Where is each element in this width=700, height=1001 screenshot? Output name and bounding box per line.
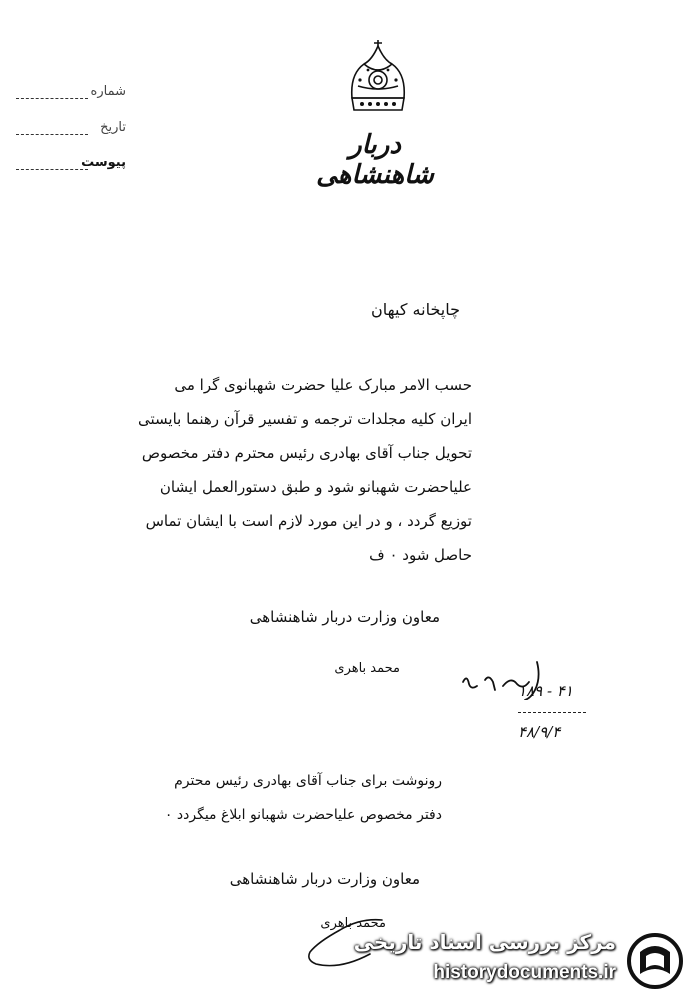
- attachment-line: [16, 169, 88, 170]
- date-label: تاریخ: [100, 120, 126, 135]
- number-line: [16, 98, 88, 99]
- archive-logo-icon: [626, 932, 684, 990]
- copy-line: رونوشت برای جناب آقای بهادری رئیس محترم: [174, 773, 442, 789]
- court-title: دربار شاهنشاهی: [316, 130, 434, 190]
- number-field: [16, 84, 126, 102]
- archive-watermark: [353, 928, 690, 994]
- signatory-title-2: معاون وزارت دربار شاهنشاهی: [229, 870, 420, 888]
- body-line: تحویل جناب آقای بهادری رئیس محترم دفتر مخصوص: [141, 444, 472, 462]
- copy-line: دفتر مخصوص علیاحضرت شهبانو ابلاغ میگردد ۰: [164, 807, 442, 823]
- body-line: حسب الامر مبارک علیا حضرت شهبانوی گرا می: [174, 376, 472, 394]
- signatory-name-2: محمد باهری: [320, 916, 386, 931]
- date-field: [16, 120, 126, 138]
- letter-body: [52, 368, 472, 572]
- crown-emblem-icon: [342, 40, 414, 118]
- reference-date: ۴۸/۹/۴: [518, 723, 561, 741]
- body-line: ایران کلیه مجلدات ترجمه و تفسیر قرآن رهنما بایستی: [138, 410, 472, 428]
- body-line: توزیع گردد ، و در این مورد لازم است با ایشان تماس: [145, 512, 472, 530]
- watermark-url: historydocuments.ir: [433, 962, 616, 983]
- reference-number: ۴۱ - ۱۸۹: [518, 682, 573, 700]
- attachment-field: [16, 155, 126, 173]
- date-line: [16, 134, 88, 135]
- watermark-org-name: مرکز بررسی اسناد تاریخی: [353, 930, 616, 954]
- body-line: علیاحضرت شهبانو شود و طبق دستورالعمل ایشان: [159, 478, 472, 496]
- attachment-label: پیوست: [81, 155, 126, 170]
- signatory-name: محمد باهری: [334, 661, 400, 676]
- addressee: چاپخانه کیهان: [371, 300, 460, 319]
- reference-separator: [518, 712, 586, 713]
- number-label: شماره: [90, 84, 126, 99]
- body-line: حاصل شود ۰ ف: [369, 546, 472, 564]
- copy-note: [82, 764, 442, 832]
- signatory-title: معاون وزارت دربار شاهنشاهی: [249, 608, 440, 626]
